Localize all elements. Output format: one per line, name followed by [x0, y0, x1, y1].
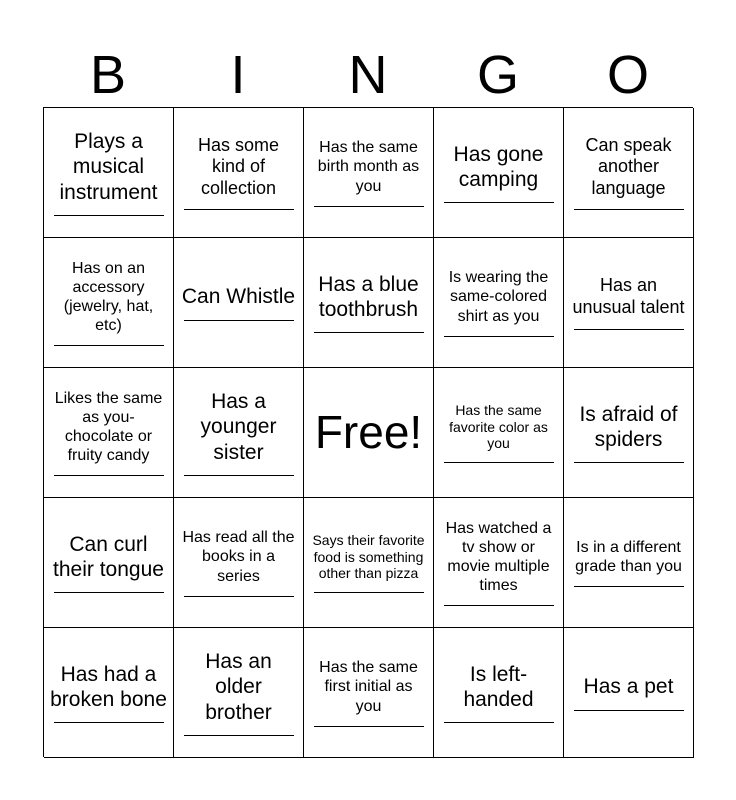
square-text: Can curl their tongue: [53, 532, 164, 581]
signature-line: [444, 202, 554, 203]
bingo-square[interactable]: [564, 498, 694, 628]
bingo-square[interactable]: [44, 238, 174, 368]
signature-line: [54, 592, 164, 593]
square-text: Has the same favorite color as you: [449, 401, 548, 452]
square-text: Is afraid of spiders: [579, 402, 678, 451]
signature-line: [184, 320, 294, 321]
bingo-square[interactable]: [44, 368, 174, 498]
square-text: Has a younger sister: [200, 390, 277, 464]
bingo-square[interactable]: [564, 108, 694, 238]
signature-line: [574, 710, 684, 711]
bingo-square[interactable]: [564, 368, 694, 498]
signature-line: [54, 475, 164, 476]
bingo-square[interactable]: [304, 498, 434, 628]
signature-line: [444, 605, 554, 606]
signature-line: [444, 336, 554, 337]
square-text: Can Whistle: [181, 285, 296, 309]
bingo-square[interactable]: [174, 368, 304, 498]
signature-line: [54, 722, 164, 723]
square-text: Can speak another language: [585, 134, 672, 198]
bingo-square[interactable]: [174, 238, 304, 368]
signature-line: [314, 726, 424, 727]
square-text: Has a blue toothbrush: [318, 272, 419, 321]
bingo-square[interactable]: [174, 108, 304, 238]
bingo-square[interactable]: [434, 238, 564, 368]
square-text: Has gone camping: [453, 142, 544, 191]
bingo-square[interactable]: [434, 108, 564, 238]
free-square[interactable]: [304, 368, 434, 498]
square-text: Is in a different grade than you: [575, 538, 682, 575]
bingo-square[interactable]: [304, 238, 434, 368]
square-text: Says their favorite food is something other than pizza: [312, 531, 425, 582]
bingo-square[interactable]: [174, 628, 304, 758]
bingo-square[interactable]: [304, 108, 434, 238]
header-letter-b: B: [89, 45, 127, 105]
signature-line: [184, 735, 294, 736]
square-text: Has the same birth month as you: [317, 139, 420, 195]
signature-line: [314, 332, 424, 333]
square-text: Has had a broken bone: [50, 662, 167, 711]
square-text: Likes the same as you- chocolate or fruity candy: [54, 389, 163, 465]
square-text: Has a pet: [583, 675, 674, 699]
signature-line: [54, 215, 164, 216]
bingo-square[interactable]: [434, 498, 564, 628]
square-text: Has on an accessory (jewelry, hat, etc): [63, 259, 154, 335]
bingo-header: [43, 44, 693, 106]
signature-line: [184, 209, 294, 210]
bingo-square[interactable]: [44, 108, 174, 238]
header-letter-o: O: [606, 45, 649, 105]
signature-line: [54, 345, 164, 346]
square-text: Has an older brother: [205, 650, 272, 724]
signature-line: [444, 722, 554, 723]
square-text: Free!: [314, 405, 423, 458]
bingo-square[interactable]: [44, 498, 174, 628]
bingo-board: [43, 107, 693, 757]
signature-line: [314, 206, 424, 207]
signature-line: [184, 596, 294, 597]
bingo-square[interactable]: [564, 628, 694, 758]
square-text: Has watched a tv show or movie multiple times: [445, 519, 552, 595]
signature-line: [444, 462, 554, 463]
square-text: Has read all the books in a series: [182, 529, 295, 585]
signature-line: [184, 475, 294, 476]
bingo-square[interactable]: [304, 628, 434, 758]
bingo-square[interactable]: [44, 628, 174, 758]
bingo-square[interactable]: [564, 238, 694, 368]
square-text: Is wearing the same-colored shirt as you: [448, 269, 549, 325]
square-text: Has the same first initial as you: [319, 659, 418, 715]
square-text: Plays a musical instrument: [59, 130, 158, 204]
header-letter-i: I: [230, 45, 246, 105]
header-letter-n: N: [348, 45, 388, 105]
bingo-square[interactable]: [174, 498, 304, 628]
square-text: Has an unusual talent: [572, 275, 685, 317]
bingo-square[interactable]: [434, 368, 564, 498]
signature-line: [314, 592, 424, 593]
bingo-square[interactable]: [434, 628, 564, 758]
square-text: Is left-handed: [463, 662, 534, 711]
signature-line: [574, 209, 684, 210]
signature-line: [574, 586, 684, 587]
signature-line: [574, 329, 684, 330]
signature-line: [574, 462, 684, 463]
square-text: Has some kind of collection: [197, 134, 280, 198]
header-letter-g: G: [476, 45, 519, 105]
